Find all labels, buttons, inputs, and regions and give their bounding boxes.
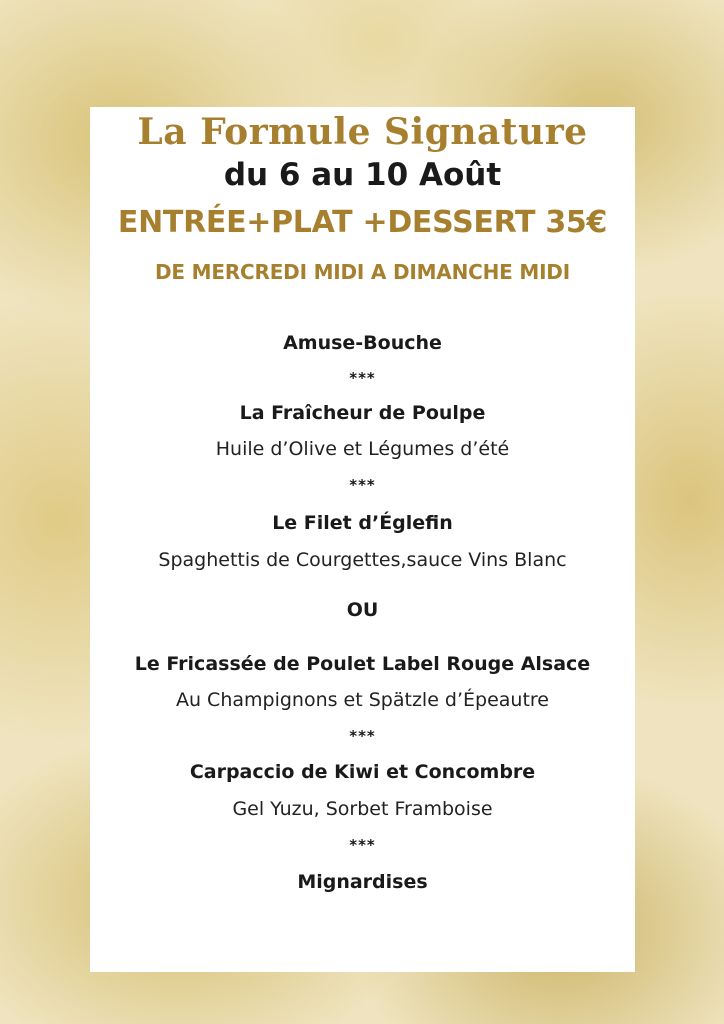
menu-card	[90, 107, 635, 972]
separator: ***	[349, 369, 376, 387]
main-course-2-description: Au Champignons et Spätzle d’Épeautre	[175, 689, 550, 711]
mignardises: Mignardises	[297, 871, 428, 893]
dessert-name: Carpaccio de Kiwi et Concombre	[189, 761, 536, 783]
separator: ***	[349, 476, 376, 494]
main-course-2-name: Le Fricassée de Poulet Label Rouge Alsace	[134, 653, 591, 675]
starter-name: La Fraîcheur de Poulpe	[239, 402, 486, 424]
formula-price: ENTRÉE+PLAT +DESSERT 35€	[117, 205, 608, 240]
menu-title: La Formule Signature	[137, 111, 588, 153]
date-range: du 6 au 10 Août	[223, 157, 502, 193]
separator: ***	[349, 727, 376, 745]
starter-description: Huile d’Olive et Légumes d’été	[215, 438, 510, 460]
main-course-1-description: Spaghettis de Courgettes,sauce Vins Blanc	[158, 549, 567, 571]
main-course-1-name: Le Filet d’Églefin	[272, 512, 453, 534]
separator: ***	[349, 836, 376, 854]
service-days: DE MERCREDI MIDI A DIMANCHE MIDI	[155, 260, 570, 284]
dessert-description: Gel Yuzu, Sorbet Framboise	[232, 798, 493, 820]
amuse-bouche: Amuse-Bouche	[283, 332, 442, 354]
or-label: OU	[346, 599, 379, 621]
